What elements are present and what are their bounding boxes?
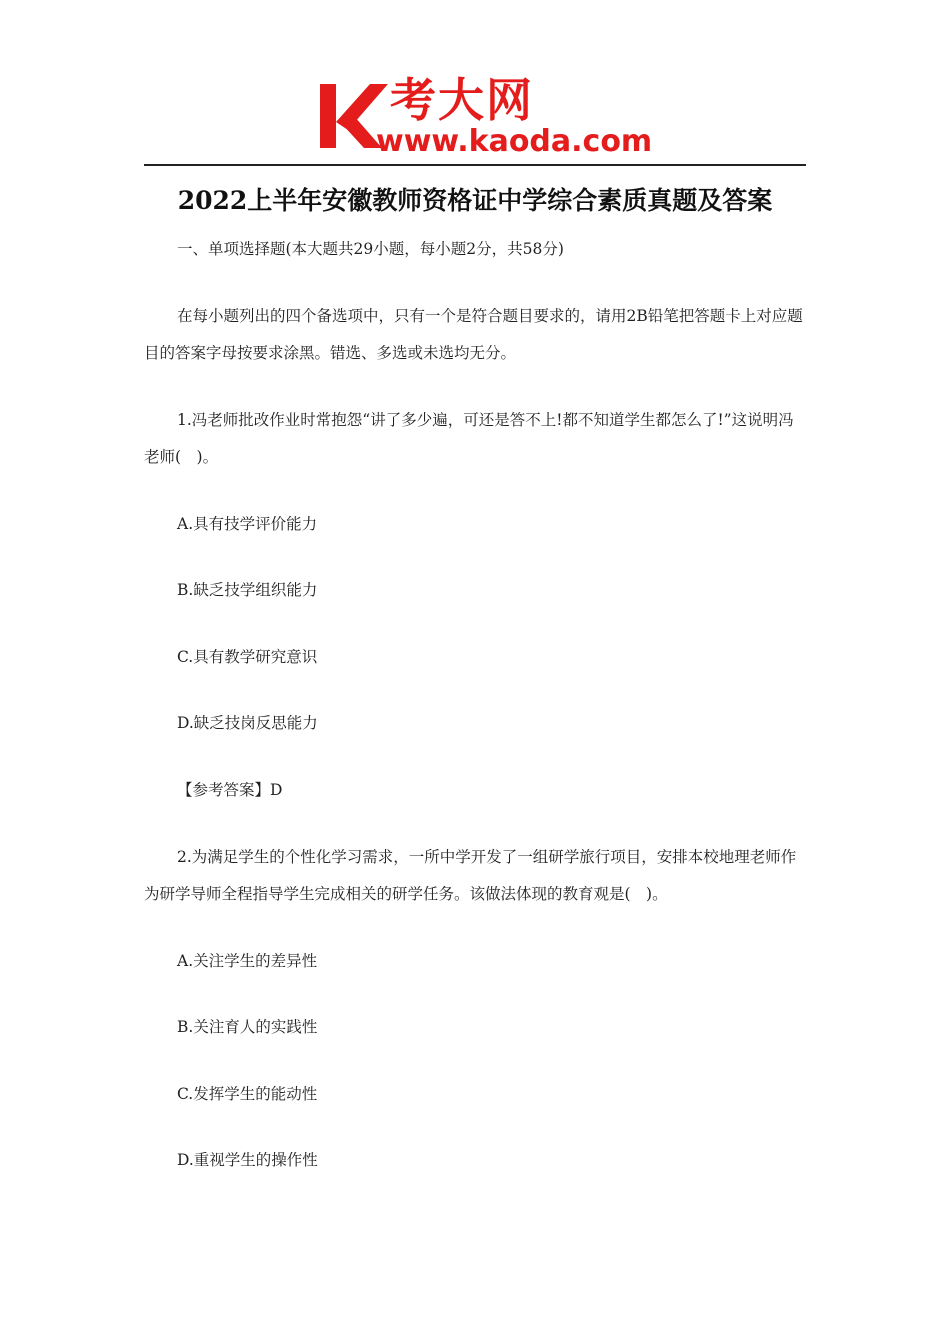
header-divider [144, 164, 806, 166]
logo-url-text: www.kaoda.com [376, 124, 653, 159]
question-1-option-b: B.缺乏技学组织能力 [177, 581, 318, 599]
question-1-answer: 【参考答案】D [177, 781, 283, 799]
document-title: 2022上半年安徽教师资格证中学综合素质真题及答案 [177, 186, 773, 215]
question-2-option-a: A.关注学生的差异性 [177, 952, 318, 970]
question-2-option-b: B.关注育人的实践性 [177, 1018, 318, 1036]
section-heading: 一、单项选择题(本大题共29小题，每小题2分，共58分) [177, 240, 564, 258]
kaoda-logo [318, 73, 653, 160]
question-2-option-c: C.发挥学生的能动性 [177, 1085, 318, 1103]
instructions-paragraph: 在每小题列出的四个备选项中，只有一个是符合题目要求的，请用2B铅笔把答题卡上对应题目的答案字母按要求涂黑。错选、多选或未选均无分。 [144, 307, 803, 362]
logo-brand-text: 考大网 [390, 73, 534, 127]
question-2-stem: 2.为满足学生的个性化学习需求，一所中学开发了一组研学旅行项目，安排本校地理老师作为研学导师全程指导学生完成相关的研学任务。该做法体现的教育观是( )。 [144, 848, 797, 903]
question-2-option-d: D.重视学生的操作性 [177, 1151, 318, 1169]
question-1-option-c: C.具有教学研究意识 [177, 648, 318, 666]
question-1-option-d: D.缺乏技岗反思能力 [177, 714, 318, 732]
question-1-stem: 1.冯老师批改作业时常抱怨“讲了多少遍，可还是答不上!都不知道学生都怎么了!”这说明冯老师( )。 [144, 411, 794, 466]
question-1-option-a: A.具有技学评价能力 [177, 515, 318, 533]
